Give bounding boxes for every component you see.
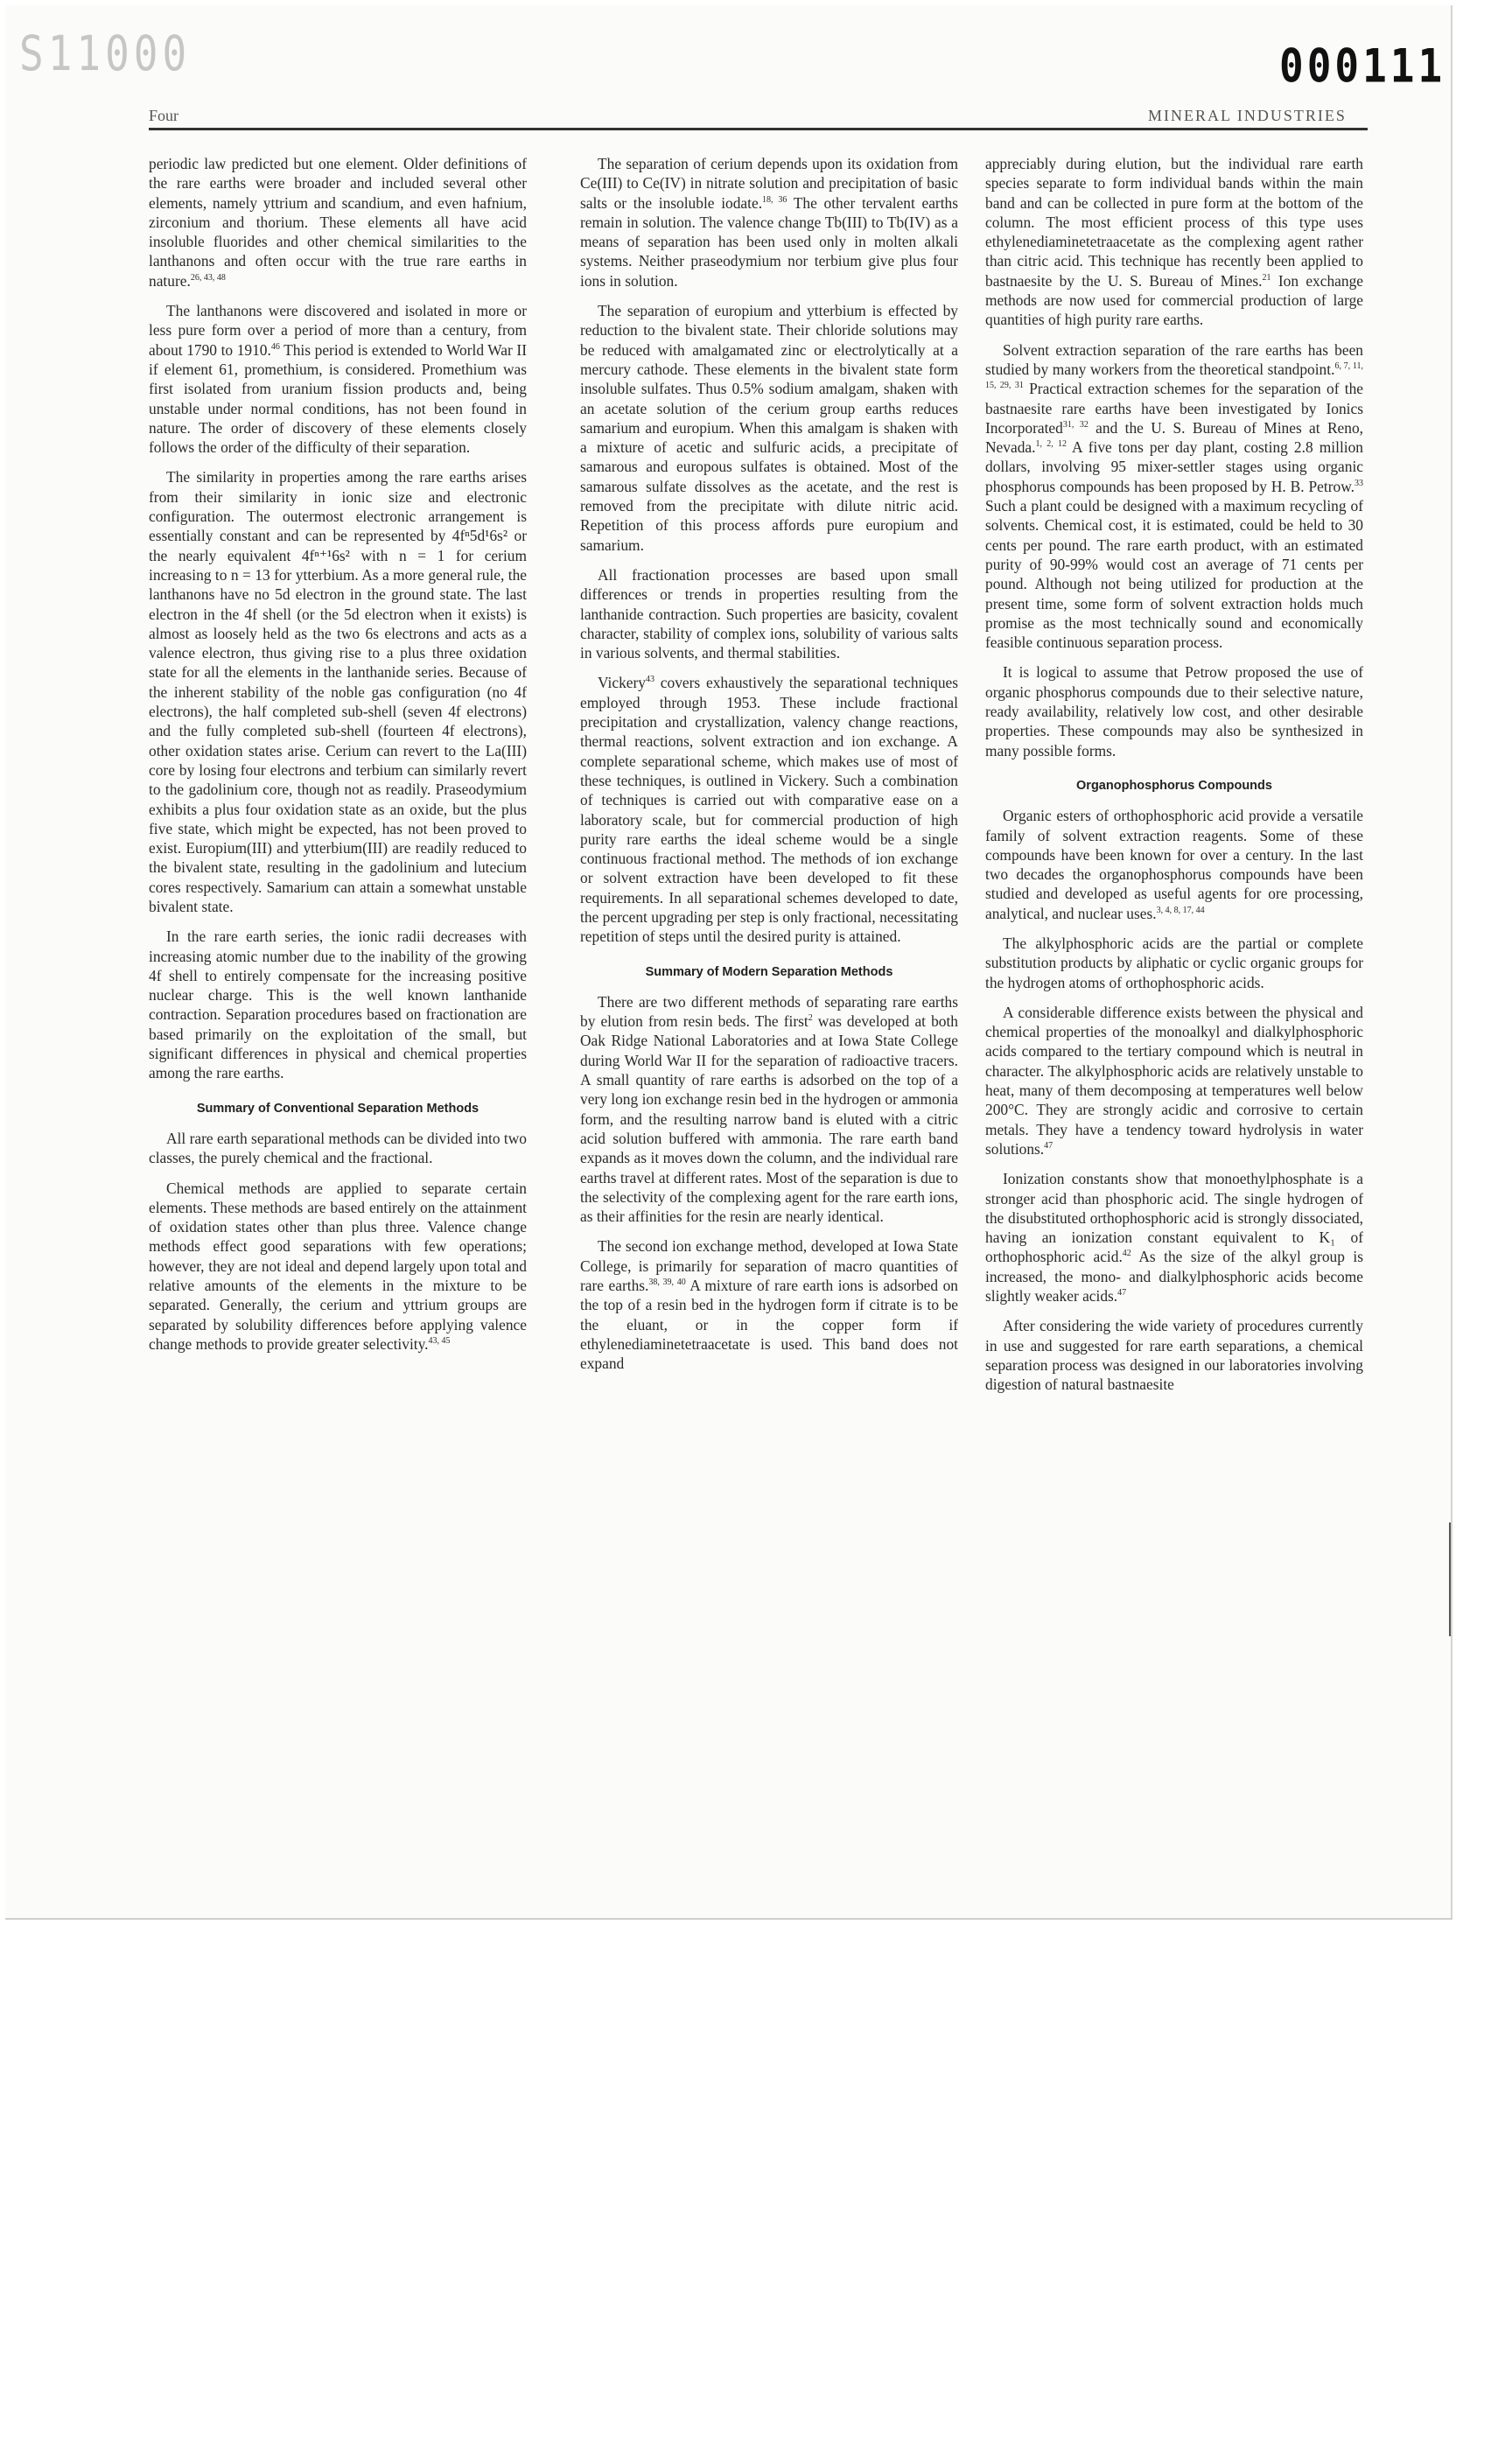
citation: 21 <box>1262 272 1271 283</box>
paragraph: Organic esters of orthophosphoric acid provide a versatile family of solvent extraction reagents. Some of these compounds have been known for over a century. In the last two decades the organophosphorus compounds have been studied and developed as useful agents for ore processing, analytical, and nuclear uses.$^{3, 4, 8, 17, 44}$ <box>985 807 1363 922</box>
citation: 43 <box>645 675 654 685</box>
citation: 3, 4, 8, 17, 44 <box>1156 905 1205 915</box>
paragraph: It is logical to assume that Petrow proposed the use of organic phosphorus compounds due to their selective nature, ready availability, relatively low cost, and other desirable properties. These compounds may also be synthesized in many possible forms. <box>985 663 1363 760</box>
paragraph: The second ion exchange method, developed at Iowa State College, is primarily for separation of macro quantities of rare earths.$^{38, 39, 40}$ A mixture of rare earth ions is adsorbed on the top of a resin bed in the hydrogen form if citrate is to be the eluant, or in the copper form if ethylenediaminetetraacetate is used. This band does not expand <box>580 1237 958 1373</box>
section-heading: Summary of Conventional Separation Methods <box>196 1101 480 1116</box>
paragraph: The lanthanons were discovered and isolated in more or less pure form over a period of more than a century, from about 1790 to 1910.46 This period is extended to World War II if element 61, promethium, is considered. Promethium was first isolated from uranium fission products and, being unstable under normal conditions, has not been found in nature. The order of discovery of these elements closely follows the order of the difficulty of their separation. <box>149 302 527 457</box>
citation: 42 <box>1122 1249 1131 1259</box>
paragraph: The separation of europium and ytterbium is effected by reduction to the bivalent state. Their chloride solutions may be reduced with amalgamated zinc or electrolytically at a mercury cathode. These elements in the bivalent state form insoluble sulfates. Thus 0.5% sodium amalgam, shaken with an acetate solution of the cerium group earths reduces samarium and europium. When this amalgam is shaken with a mixture of acetic and sulfuric acids, a precipitate of samarous and europous sulfates is obtained. Most of the samarous sulfate dissolves as the acetate, and the rest is removed from the precipitate with dilute nitric acid. Repetition of this process affords pure europium and samarium. <box>580 302 958 554</box>
text-column-3 <box>985 154 1363 1855</box>
citation: 6, 7, 11, 15, 29, 31 <box>985 361 1363 391</box>
citation: 18, 36 <box>762 194 788 205</box>
paragraph: The similarity in properties among the rare earths arises from their similarity in ionic size and electronic configuration. The outermost electronic arrangement is essentially constant and can be represented by 4fⁿ5d¹6s² or the nearly equivalent 4fⁿ⁺¹6s² with n = 1 for cerium increasing to n = 13 for ytterbium. As a more general rule, the lanthanons have no 5d electron in the ground state. The last electron in the 4f shell (or the 5d electron when it exists) is almost as loosely held as the two 6s electrons and acts as a valence electron, thus giving rise to a plus three oxidation state for all the elements in the lanthanide series. Because of the inherent stability of the noble gas configuration (no 4f electrons), the half completed sub-shell (seven 4f electrons) and the fully completed sub-shell (fourteen 4f electrons), other oxidation states arise. Cerium can revert to the La(III) core by losing four electrons and terbium can similarly revert to the gadolinium core, though not as readily. Praseodymium exhibits a plus four oxidation state as an oxide, but the plus five state, which might be expected, has not been proved to exist. Europium(III) and ytterbium(III) are readily reduced to the bivalent state, resulting in the gadolinium and lutecium cores respectively. Samarium can attain a somewhat unstable bivalent state. <box>149 468 527 915</box>
citation: 47 <box>1044 1141 1054 1152</box>
citation: 38, 39, 40 <box>648 1278 686 1288</box>
paragraph: Vickery$^{43}$ covers exhaustively the separational techniques employed through 1953. These include fractional precipitation and crystallization, valency change reactions, thermal reactions, solvent extraction and ion exchange. A complete separational scheme, which makes use of most of these techniques, is outlined in Vickery. Such a combination of techniques is carried out with comparative ease on a laboratory scale, but for commercial production of high purity rare earths the ideal scheme would be a single continuous fractional method. The methods of ion exchange or solvent extraction have been developed to fit these requirements. In all separational schemes developed to date, the percent upgrading per step is only fractional, necessitating repetition of steps until the desired purity is attained. <box>580 674 958 946</box>
paragraph: periodic law predicted but one element. Older definitions of the rare earths were broader and included several other elements, namely yttrium and scandium, and even hafnium, zirconium and thorium. These elements all have acid insoluble fluorides and other chemical similarities to the lanthanons and often occur with the true rare earths in nature.$^{26, 43, 48}$ <box>149 155 527 290</box>
paragraph: After considering the wide variety of procedures currently in use and suggested for rare earth separations, a chemical separation process was designed in our laboratories involving digestion of natural bastnaesite <box>985 1317 1363 1394</box>
citation: 31, 32 <box>1062 420 1088 430</box>
scan-edge-mark <box>1449 1522 1451 1636</box>
paragraph: appreciably during elution, but the individual rare earth species separate to form individual bands within the main band and can be collected in pure form at the bottom of the column. The most efficient process of this type uses ethylenediaminetetraacetate as the complexing agent rather than citric acid. This technique has recently been applied to bastnaesite by the U. S. Bureau of Mines.$^{21}$ Ion exchange methods are now used for commercial production of large quantities of high purity rare earths. <box>985 155 1363 329</box>
text-column-1 <box>149 154 527 1881</box>
paragraph: Solvent extraction separation of the rare earths has been studied by many workers from the theoretical standpoint.$^{6, 7, 11, 15, 29, 31}$ Practical extraction schemes for the separation of the bastnaesite rare earths have been investigated by Ionics Incorporated$^{31, 32}$ and the U. S. Bureau of Mines at Reno, Nevada.$^{1, 2, 12}$ A five tons per day plant, costing 2.8 million dollars, involving 95 mixer-settler stages using organic phosphorus compounds has been proposed by H. B. Petrow.$^{33}$ Such a plant could be designed with a maximum recycling of solvents. Chemical cost, it is estimated, could be held to 30 cents per pound. The rare earth product, with an estimated purity of 90-99% would cost an average of 71 cents per pound. Although not being utilized for production at the present time, some form of solvent extraction holds much promise as the most technically sound and economically feasible continuous separation process. <box>985 340 1363 652</box>
paragraph: In the rare earth series, the ionic radii decreases with increasing atomic number due to the inability of the growing 4f shell to entirely compensate for the increasing positive nuclear charge. This is the well known lanthanide contraction. Separation procedures based on fractionation are based primarily on the exploitation of the small, but significant differences in physical and chemical properties among the rare earths. <box>149 928 527 1082</box>
running-title: MINERAL INDUSTRIES <box>1148 107 1347 124</box>
document-stamp-number: 000111 <box>1279 38 1446 94</box>
faded-stamp-number: S11000 <box>19 24 192 82</box>
header-rule <box>149 128 1368 130</box>
paragraph: The alkylphosphoric acids are the partial or complete substitution products by aliphatic or cyclic organic groups for the hydrogen atoms of orthophosphoric acids. <box>985 934 1363 991</box>
citation: 43, 45 <box>428 1336 451 1347</box>
paragraph: The separation of cerium depends upon its oxidation from Ce(III) to Ce(IV) in nitrate solution and precipitation of basic salts or the insoluble iodate.$^{18, 36}$ The other tervalent earths remain in solution. The valence change Tb(III) to Tb(IV) as a means of separation has been used only in molten alkali systems. Neither praseodymium nor terbium give plus four ions in solution. <box>580 155 958 290</box>
citation: 26, 43, 48 <box>190 272 226 283</box>
paragraph: Chemical methods are applied to separate certain elements. These methods are based entirely on the attainment of oxidation states other than plus three. Valence change methods effect good separations with few operations; however, they are not ideal and depend largely upon total and relative amounts of the elements in the mixture to be separated. Generally, the cerium and yttrium groups are separated by solubility differences before applying valence change methods to provide greater selectivity.$^{43, 45}$ <box>149 1179 527 1353</box>
paragraph: All fractionation processes are based upon small differences or trends in properties resulting from the lanthanide contraction. Such properties are basicity, covalent character, stability of complex ions, solubility of various salts in various solvents, and thermal stabilities. <box>580 565 958 662</box>
section-heading: Summary of Modern Separation Methods <box>645 964 893 979</box>
paragraph: All rare earth separational methods can be divided into two classes, the purely chemical and the fractional. <box>149 1129 527 1167</box>
citation: 46 <box>270 341 280 352</box>
paragraph: Ionization constants show that monoethylphosphate is a stronger acid than phosphoric acid. The single hydrogen of the disubstituted orthophosphoric acid is strongly dissociated, having an ionization constant equivalent to K₁ of orthophosphoric acid.$^{42}$ As the size of the alkyl group is increased, the mono- and dialkylphosphoric acids become slightly weaker acids.$^{47}$ <box>985 1170 1363 1306</box>
paragraph: A considerable difference exists between the physical and chemical properties of the monoalkyl and dialkylphosphoric acids compared to the tertiary compound which is neutral in character. The alkylphosphoric acids are relatively unstable to heat, many of them decomposing at temperatures well below 200°C. They are strongly acidic and corrosive to certain metals. They have a tendency toward hydrolysis in water solutions.$^{47}$ <box>985 1003 1363 1158</box>
citation: 2 <box>808 1013 813 1024</box>
citation: 47 <box>1117 1288 1127 1298</box>
paragraph: There are two different methods of separating rare earths by elution from resin beds. The first$^2$ was developed at both Oak Ridge National Laboratories and at Iowa State College during World War II for the separation of radioactive tracers. A small quantity of rare earths is adsorbed on the top of a very long ion exchange resin bed in the hydrogen or ammonia form, and the resulting narrow band is eluted with a citric acid solution buffered with ammonia. The rare earth band expands as it moves down the column, and the individual rare earths travel at different rates. Most of the separation is due to the selectivity of the complexing agent for the rare earth ions, as their affinities for the resin are nearly identical. <box>580 992 958 1226</box>
citation: 33 <box>1354 478 1363 488</box>
page-number-label: Four <box>149 107 179 124</box>
section-heading: Organophosphorus Compounds <box>1076 778 1272 793</box>
text-column-2 <box>580 154 958 1881</box>
citation: 1, 2, 12 <box>1035 439 1067 450</box>
